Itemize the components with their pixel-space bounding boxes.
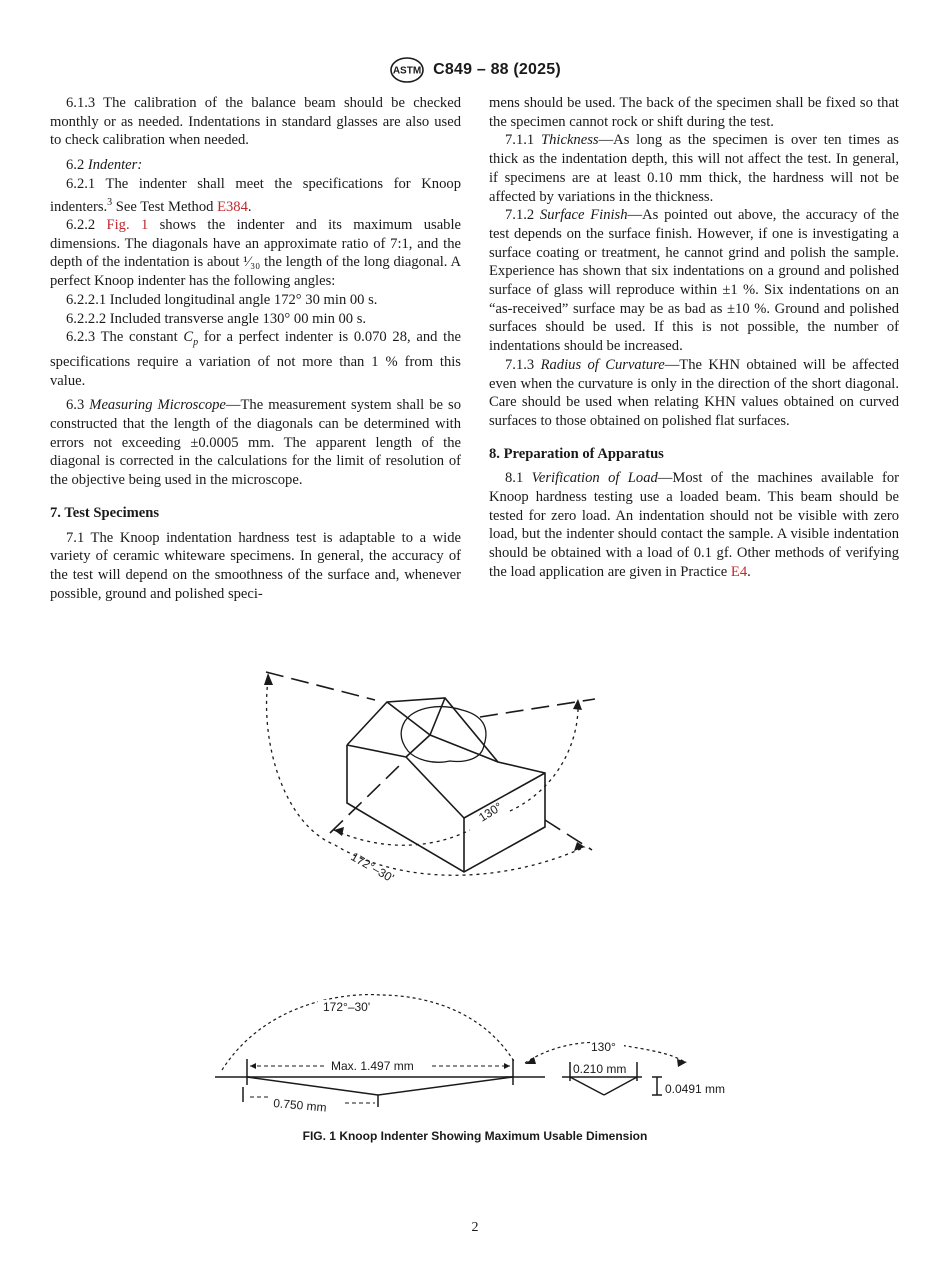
label-172-30-profile: 172°–30' [323,1000,371,1014]
label-half-width: 0.750 mm [272,1096,328,1115]
link-e384[interactable]: E384 [217,198,248,215]
section-title: Surface Finish [539,207,628,224]
document-designation: C849 – 88 (2025) [433,61,561,78]
text-run: —As long as the specimen is over ten times as thick as the indentation depth, this will not affect the test. In general, if specimens are at least 0.10 mm thick, the hardness will not be affected by variations in the thickness. [489,132,899,205]
label-130-deg-3d: 130° [476,799,505,825]
section-title: Indenter: [87,157,143,174]
page-number: 2 [471,1220,479,1235]
paragraph-6-3 [50,396,461,490]
section-number: 7.1.3 [505,356,541,373]
text-run: shows the indenter and its maximum usable dimensions. The diagonals have an approximate ratio of 7:1, and the depth of the indentation is about ¹⁄₃₀ the length of the long diagonal. A perfect Knoop indenter has the following angles: [50,217,462,290]
text-run: 6.2.3 The constant [66,329,184,346]
paragraph-6-1-3: 6.1.3 The calibration of the balance beam should be checked monthly or as needed. Indentations in standard glasses are also used to check calibration when needed. [50,95,461,149]
paragraph-7-1-2 [489,206,899,356]
text-run: —Most of the machines available for Knoop hardness testing use a loaded beam. This beam should be tested for zero load. An indentation should not be visible with zero load, but the indenter should contact the sample. A visible indentation should be obtained with a load of 0.1 gf. Other methods of verifying the load application are given in Practice [489,470,900,580]
label-short-diagonal: 0.210 mm [573,1062,627,1076]
text-run: . [747,563,751,580]
right-column [489,94,899,582]
text-run: 6.2.1 The indenter shall meet the specifications for Knoop indenters. [50,175,461,215]
paragraph-6-2-2 [50,216,461,291]
paragraph-6-2-1 [50,175,461,216]
indenter-3d-drawing [264,672,595,875]
paragraph-7-1-continued: mens should be used. The back of the specimen shall be fixed so that the specimen cannot rock or shift during the test. [489,95,899,130]
label-long-diagonal: Max. 1.497 mm [331,1059,414,1073]
footnote-ref[interactable]: 3 [107,196,113,208]
text-run: 6.2.2 [66,217,107,234]
section-title: Radius of Curvature [540,356,665,373]
section-title: Thickness [541,132,599,149]
paragraph-7-1-3 [489,356,899,431]
section-title: Measuring Microscope [89,397,226,414]
section-number: 6.3 [66,397,90,414]
label-depth: 0.0491 mm [665,1082,726,1096]
figure-caption: FIG. 1 Knoop Indenter Showing Maximum Usable Dimension [302,1129,648,1143]
variable-subscript: p [193,337,199,349]
label-130-deg-profile: 130° [591,1040,616,1054]
text-run: for a perfect indenter is 0.070 28, and the specifications require a variation of not more than 1 % from this value. [50,329,461,389]
section-number: 6.2 [66,157,88,174]
paragraph-8-1 [489,469,899,581]
paragraph-6-2-2-1: 6.2.2.1 Included longitudinal angle 172° 30 min 00 s. [66,291,378,308]
left-column [50,94,461,603]
text-run: See Test Method [112,198,218,215]
link-fig-1[interactable]: Fig. 1 [106,217,149,234]
text-run: —The KHN obtained will be affected even when the curvature is only in the direction of the short diagonal. Care should be used when relating KHN values obtained on curved surfaces to those obtained on polished flat surfaces. [489,356,899,429]
logo-text: ASTM [392,65,422,77]
section-title: Verification of Load [531,470,658,487]
knoop-indenter-figure [200,655,760,1115]
paragraph-7-1: 7.1 The Knoop indentation hardness test is adaptable to a wide variety of ceramic whiteware specimens. In general, the accuracy of the test will depend on the smoothness of the surface and, whenever possible, ground and polished speci- [50,529,461,602]
astm-logo-icon [389,57,425,83]
section-number: 7.1.1 [505,132,541,149]
paragraph-6-2 [50,156,461,175]
label-172-30-3d: 172°–30' [348,849,397,886]
text-run: —The measurement system shall be so constructed that the length of the diagonals can be determined with errors not exceeding ±0.0005 mm. The apparent length of the diagonal is corrected in the calculations for the limit of resolution of the objective being used in the microscope. [50,397,462,489]
section-number: 7.1.2 [505,207,540,224]
text-run: —As pointed out above, the accuracy of the test depends on the surface finish. However, if one is investigating a surface coating or treatment, he cannot grind and polish the sample. Experience has shown that six indentations on a ground and polished surface of glass will reproduce within ±1 %. Six indentations on an “as-received” surface may be as bad as ±10 %. Ground and polished surfaces should be used. If this is not possible, the number of indentations should be increased. [489,207,899,355]
heading-8: 8. Preparation of Apparatus [489,445,664,462]
heading-7: 7. Test Specimens [50,504,160,521]
page-header [0,57,950,83]
paragraph-6-2-3 [50,328,461,390]
section-number: 8.1 [505,470,532,487]
paragraph-7-1-1 [489,131,899,206]
paragraph-6-2-2-2: 6.2.2.2 Included transverse angle 130° 00 min 00 s. [66,310,367,327]
variable-c: C [183,329,194,346]
link-e4[interactable]: E4 [730,563,748,580]
text-run: . [247,198,252,215]
